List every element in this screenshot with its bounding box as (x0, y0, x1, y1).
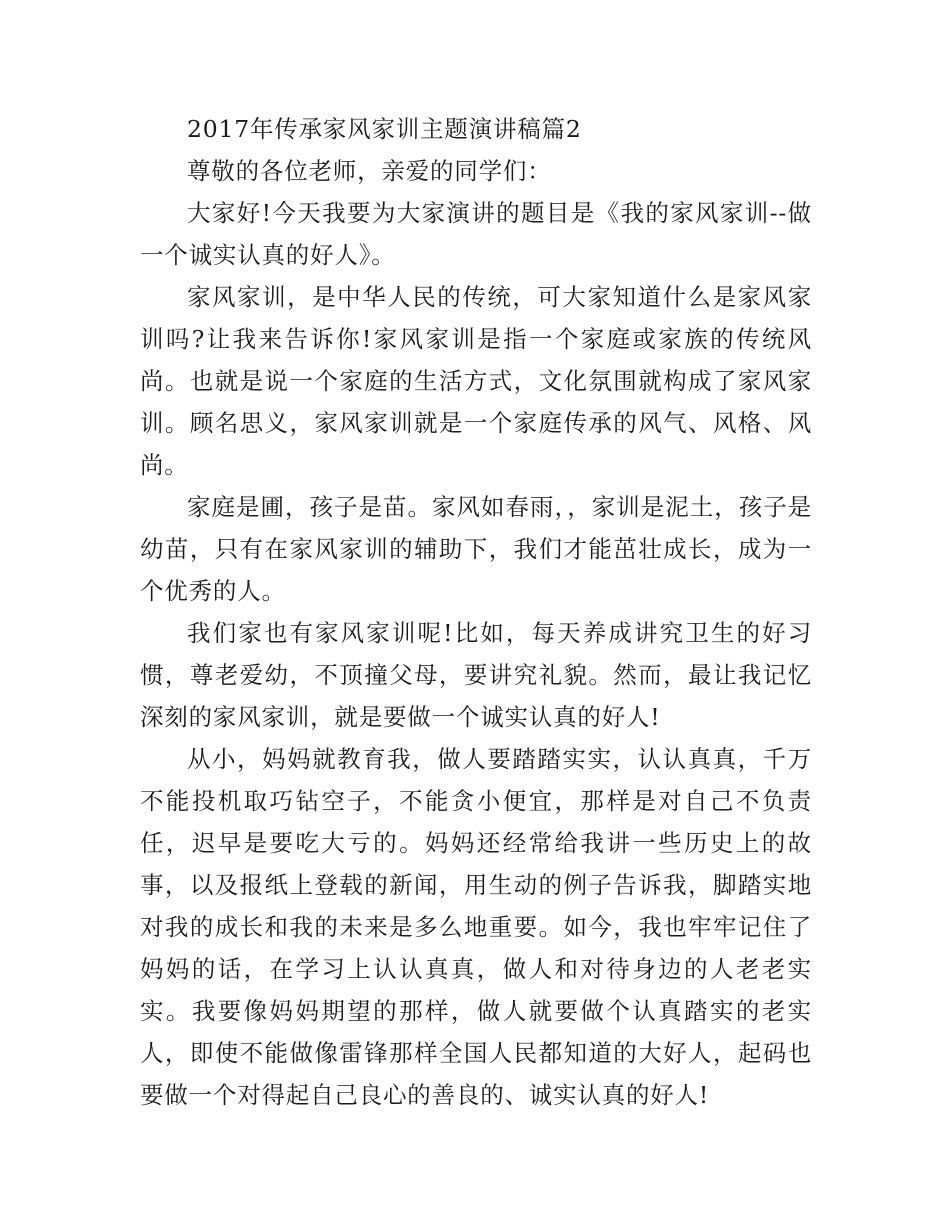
paragraph-topic: 大家好!今天我要为大家演讲的题目是《我的家风家训--做一个诚实认真的好人》。 (140, 199, 812, 269)
paragraph-mother-teaching: 从小，妈妈就教育我，做人要踏踏实实，认认真真，千万不能投机取巧钻空子，不能贪小便宜，那样是对自己不负责任，迟早是要吃大亏的。妈妈还经常给我讲一些历史上的故事，以及报纸上登载的新闻，用生动的例子告诉我，脚踏实地对我的成长和我的未来是多么地重要。如今，我也牢牢记住了妈妈的话，在学习上认认真真，做人和对待身边的人老老实实。我要像妈妈期望的那样，做人就要做个认真踏实的老实人，即使不能做像雷锋那样全国人民都知道的大好人，起码也要做一个对得起自己良心的善良的、诚实认真的好人! (140, 745, 812, 1109)
paragraph-definition: 家风家训，是中华人民的传统，可大家知道什么是家风家训吗?让我来告诉你!家风家训是指一个家庭或家族的传统风尚。也就是说一个家庭的生活方式，文化氛围就构成了家风家训。顾名思义，家风家训就是一个家庭传承的风气、风格、风尚。 (140, 283, 812, 479)
paragraph-greeting: 尊敬的各位老师，亲爱的同学们： (187, 157, 552, 185)
document-title: 2017年传承家风家训主题演讲稿篇2 (187, 115, 582, 143)
paragraph-metaphor: 家庭是圃，孩子是苗。家风如春雨，，家训是泥土，孩子是幼苗，只有在家风家训的辅助下，我们才能茁壮成长，成为一个优秀的人。 (140, 493, 812, 605)
paragraph-family-rules: 我们家也有家风家训呢!比如，每天养成讲究卫生的好习惯，尊老爱幼，不顶撞父母，要讲究礼貌。然而，最让我记忆深刻的家风家训，就是要做一个诚实认真的好人! (140, 619, 812, 731)
document-body (140, 108, 812, 1116)
